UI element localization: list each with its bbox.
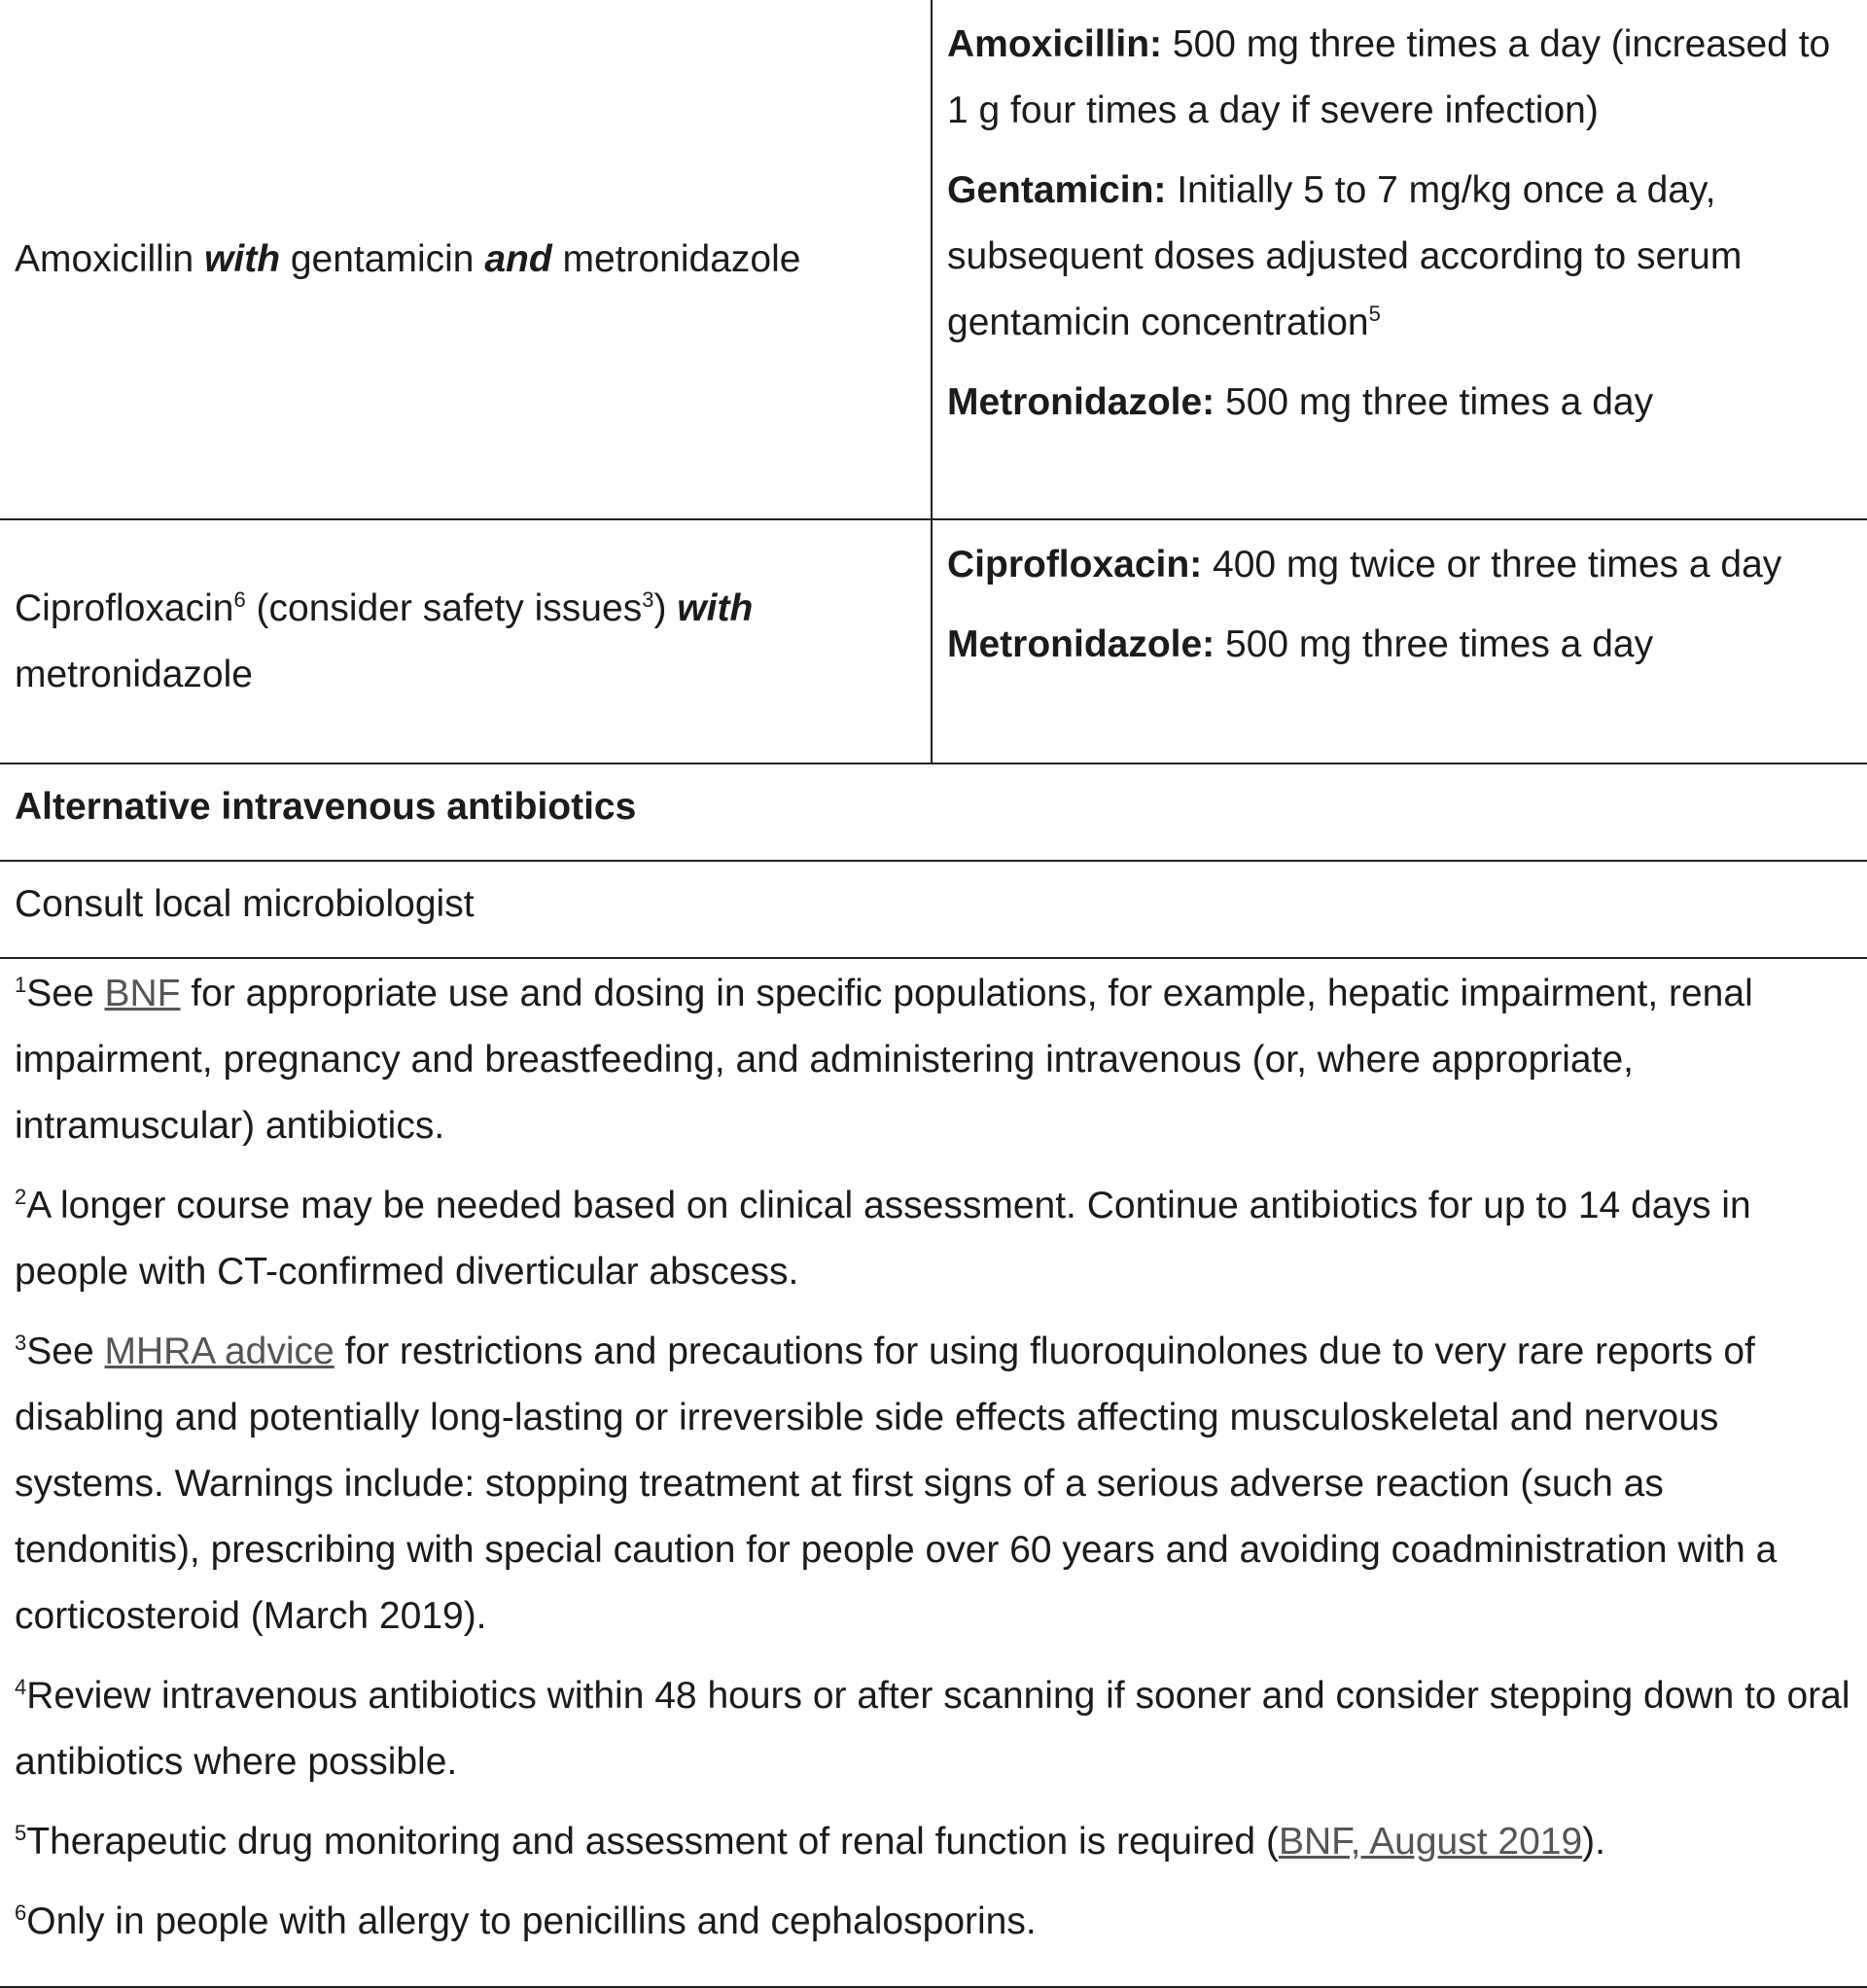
bnf-link[interactable]: BNF: [104, 973, 181, 1014]
text: gentamicin: [280, 237, 485, 280]
footnote-number: 2: [15, 1185, 27, 1209]
footnotes: [0, 959, 1867, 1988]
footnote-number: 5: [15, 1821, 27, 1845]
drug-name: Metronidazole:: [947, 623, 1215, 665]
text: ).: [1582, 1821, 1605, 1863]
emphasis: with: [677, 586, 754, 629]
regimen-text: [15, 576, 917, 708]
regimen-cell: [0, 520, 933, 763]
text: ): [653, 586, 678, 629]
footnote: [15, 1173, 1852, 1305]
footnote-ref: 5: [1368, 302, 1381, 326]
footnote-ref: 3: [642, 586, 654, 612]
text: Therapeutic drug monitoring and assessment of renal function is required (: [26, 1821, 1279, 1863]
dose-text: 500 mg three times a day (increased to 1 g four times a day if severe infection): [947, 23, 1831, 131]
drug-name: Amoxicillin:: [947, 23, 1163, 65]
footnote-number: 3: [15, 1331, 27, 1355]
footnote-number: 1: [15, 973, 27, 997]
dose-text: 500 mg three times a day: [1215, 623, 1654, 665]
footnote: [15, 1889, 1852, 1955]
emphasis: with: [204, 237, 281, 280]
dose-amoxicillin: [947, 12, 1853, 144]
text: See: [26, 973, 105, 1014]
dose-gentamicin: [947, 158, 1853, 356]
footnote-ref: 6: [233, 586, 246, 612]
text: for restrictions and precautions for using fluoroquinolones due to very rare reports of disabling and potentially long-lasting or irreversible side effects affecting musculoskeletal and nervous systems. Warnings include: stopping treatment at first signs of a serious adverse reaction (such as tendonitis), prescribing with special caution for people over 60 years and avoiding coadministration with a corticosteroid (March 2019).: [15, 1331, 1778, 1637]
footnote: [15, 1809, 1852, 1875]
dose-text: 400 mg twice or three times a day: [1202, 544, 1782, 586]
drug-name: Gentamicin:: [947, 169, 1167, 211]
footnote: [15, 1663, 1852, 1795]
mhra-advice-link[interactable]: MHRA advice: [104, 1331, 335, 1372]
table-row: [0, 0, 1867, 520]
dose-text: 500 mg three times a day: [1215, 381, 1654, 423]
heading-text: Alternative intravenous antibiotics: [15, 786, 637, 828]
table-row: [0, 862, 1867, 959]
footnote-number: 6: [15, 1900, 27, 1925]
section-heading-row: [0, 764, 1867, 862]
text: for appropriate use and dosing in specific populations, for example, hepatic impairment, renal impairment, pregnancy and breastfeeding, and administering intravenous (or, where appropriate, intramuscular) antibiotics.: [15, 973, 1753, 1147]
text: metronidazole: [551, 237, 801, 280]
text: Review intravenous antibiotics within 48 hours or after scanning if sooner and consider stepping down to oral antibiotics where possible.: [15, 1675, 1850, 1783]
drug-name: Ciprofloxacin:: [947, 544, 1203, 586]
footnote-number: 4: [15, 1675, 27, 1699]
footnote-list: [15, 961, 1852, 1986]
text: Ciprofloxacin: [15, 586, 234, 629]
text: Only in people with allergy to penicillins and cephalosporins.: [26, 1900, 1037, 1942]
dose-metronidazole: [947, 370, 1853, 436]
text: metronidazole: [15, 653, 253, 695]
alt-text: Consult local microbiologist: [15, 883, 475, 925]
text: A longer course may be needed based on clinical assessment. Continue antibiotics for up to 14 days in people with CT-confirmed diverticular abscess.: [15, 1185, 1751, 1293]
drug-name: Metronidazole:: [947, 381, 1215, 423]
dose-text: Initially 5 to 7 mg/kg once a day, subsequent doses adjusted according to serum gentamicin concentration: [947, 169, 1743, 343]
dose-ciprofloxacin: [947, 532, 1853, 598]
text: Amoxicillin: [15, 237, 205, 280]
regimen-cell: [0, 0, 933, 518]
dose-metronidazole: [947, 612, 1853, 678]
emphasis: and: [484, 237, 552, 280]
table-row: [0, 520, 1867, 764]
footnote: [15, 1319, 1852, 1650]
alt-heading: [0, 764, 1867, 860]
footnote: [15, 961, 1852, 1159]
dosage-cell: [933, 0, 1867, 518]
regimen-text: [15, 227, 800, 293]
dosage-cell: [933, 520, 1867, 763]
bnf-august-2019-link[interactable]: BNF, August 2019: [1278, 1821, 1583, 1863]
text: (consider safety issues: [245, 586, 643, 629]
text: See: [26, 1331, 105, 1372]
